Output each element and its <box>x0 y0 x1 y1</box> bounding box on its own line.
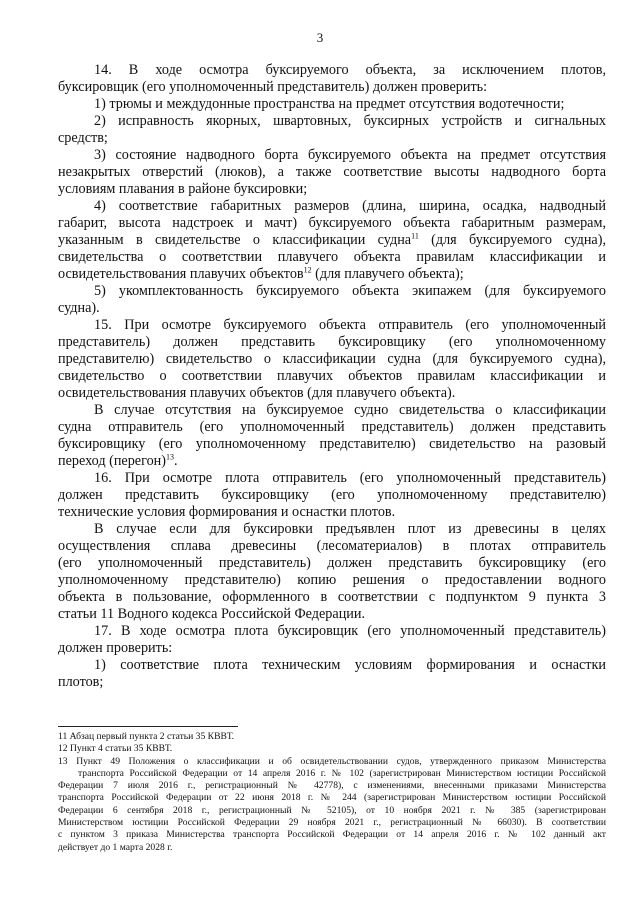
body-text <box>58 62 606 691</box>
body-line: технические условия формирования и оснастки плотов. <box>58 504 396 520</box>
body-line: буксировщик (его уполномоченный представитель) должен проверить: <box>58 79 488 95</box>
body-line: уполномоченному представителю) копию решения о предоставлении водного <box>58 572 606 588</box>
body-line: должен проверить: <box>58 640 173 656</box>
page-number: 3 <box>316 30 324 45</box>
body-line: представитель) должен представить буксировщику (его уполномоченному <box>58 334 606 350</box>
body-line: 1) соответствие плота техническим условиям формирования и оснастки <box>94 657 606 673</box>
body-line: судна отправитель (его уполномоченный представитель) должен представить <box>58 419 606 435</box>
body-line: должен представить буксировщику (его уполномоченному представителю) <box>58 487 606 503</box>
body-line-text: (для буксируемого судна), <box>418 232 606 248</box>
footnote-line: 12 Пункт 4 статьи 35 КВВТ. <box>58 743 173 755</box>
body-line: свидетельства о соответствии плавучего объекта правилам классификации и <box>58 249 606 265</box>
body-line: 1) трюмы и междудонные пространства на предмет отсутствия водотечности; <box>94 96 565 112</box>
body-line: освидетельствования плавучих объектов (для плавучего объекта). <box>58 385 456 401</box>
body-line: осуществления сплава древесины (лесоматериалов) в плотах отправитель <box>58 538 606 554</box>
footnote-line: 13 Пункт 49 Положения о классификации и об освидетельствовании судов, утвержденного приказом Министерства <box>58 755 606 767</box>
footnote-line: 11 Абзац первый пункта 2 статьи 35 КВВТ. <box>58 731 235 742</box>
body-line: (его уполномоченный представитель) должен представить буксировщику (его <box>58 555 606 571</box>
body-line: габарит, высота надстроек и мачт) буксируемого объекта габаритным размерам, <box>58 215 606 231</box>
body-line: представителю) свидетельство о классификации судна (для буксируемого судна), <box>58 351 606 367</box>
body-line: 17. В ходе осмотра плота буксировщик (его уполномоченный представитель) <box>94 623 606 639</box>
footnotes <box>58 726 606 854</box>
body-line: 3) состояние надводного борта буксируемого объекта на предмет отсутствия <box>94 147 606 163</box>
body-line: средств; <box>58 130 108 146</box>
body-line: буксировщику (его уполномоченному представителю) свидетельство на разовый <box>58 436 606 452</box>
body-line-text: переход (перегон) <box>58 453 166 469</box>
body-line: 16. При осмотре плота отправитель (его уполномоченный представитель) <box>94 470 606 486</box>
body-line <box>58 453 606 470</box>
footnote-line: Федерации 6 сентября 2018 г., регистрационный № 52105), от 10 ноября 2021 г. № 385 (зарегистрирован <box>58 804 606 816</box>
footnote-ref: 13 <box>165 452 174 462</box>
body-line: В случае если для буксировки предъявлен плот из древесины в целях <box>94 521 606 537</box>
body-line-text: (для плавучего объекта); <box>311 266 464 282</box>
body-line: свидетельство о соответствии плавучих объектов правилам классификации и <box>58 368 606 384</box>
footnote-line: действует до 1 марта 2028 г. <box>58 841 173 853</box>
body-line: объекта в пользование, оформленного в соответствии с подпунктом 9 пункта 3 <box>58 589 606 605</box>
body-line-text: освидетельствования плавучих объектов <box>58 266 304 282</box>
body-line-text: указанным в свидетельстве о классификации судна <box>58 232 412 248</box>
body-line <box>58 266 606 283</box>
footnote-line: Федерации 7 июля 2016 г., регистрационный № 42778), с изменениями, внесенными приказами Министерства <box>58 780 606 792</box>
footnote-lines <box>58 731 606 854</box>
body-line: судна). <box>58 300 100 316</box>
footnote-line: транспорта Российской Федерации от 14 апреля 2016 г. № 102 (зарегистрирован Министерством юстиции Российской <box>78 767 606 779</box>
body-line: статьи 11 Водного кодекса Российской Федерации. <box>58 606 366 622</box>
body-line: условиям плавания в районе буксировки; <box>58 181 308 197</box>
footnote-line: Министерством юстиции Российской Федерации 29 ноября 2021 г., регистрационный № 66030). В соответствии <box>58 817 606 829</box>
footnote-ref: 11 <box>411 231 419 241</box>
footnote-line: с пунктом 3 приказа Министерства транспорта Российской Федерации от 14 апреля 2016 г. № 102 данный акт <box>58 829 606 841</box>
footnote-separator <box>58 726 238 727</box>
body-line: 5) укомплектованность буксируемого объекта экипажем (для буксируемого <box>94 283 606 299</box>
body-line: незакрытых отверстий (люков), а также соответствие высоты надводного борта <box>58 164 606 180</box>
body-line: 4) соответствие габаритных размеров (длина, ширина, осадка, надводный <box>94 198 606 214</box>
body-line: 2) исправность якорных, швартовных, буксирных устройств и сигнальных <box>94 113 606 129</box>
body-line-text: . <box>173 453 178 469</box>
body-line: В случае отсутствия на буксируемое судно свидетельства о классификации <box>94 402 606 418</box>
body-line: плотов; <box>58 674 104 690</box>
body-line: 15. При осмотре буксируемого объекта отправитель (его уполномоченный <box>94 317 606 333</box>
body-line <box>58 232 606 249</box>
footnote-ref: 12 <box>303 265 312 275</box>
footnote-line: транспорта Российской Федерации от 22 июня 2018 г. № 244 (зарегистрирован Министерством юстиции Российской <box>58 792 606 804</box>
body-line: 14. В ходе осмотра буксируемого объекта, за исключением плотов, <box>94 62 606 78</box>
